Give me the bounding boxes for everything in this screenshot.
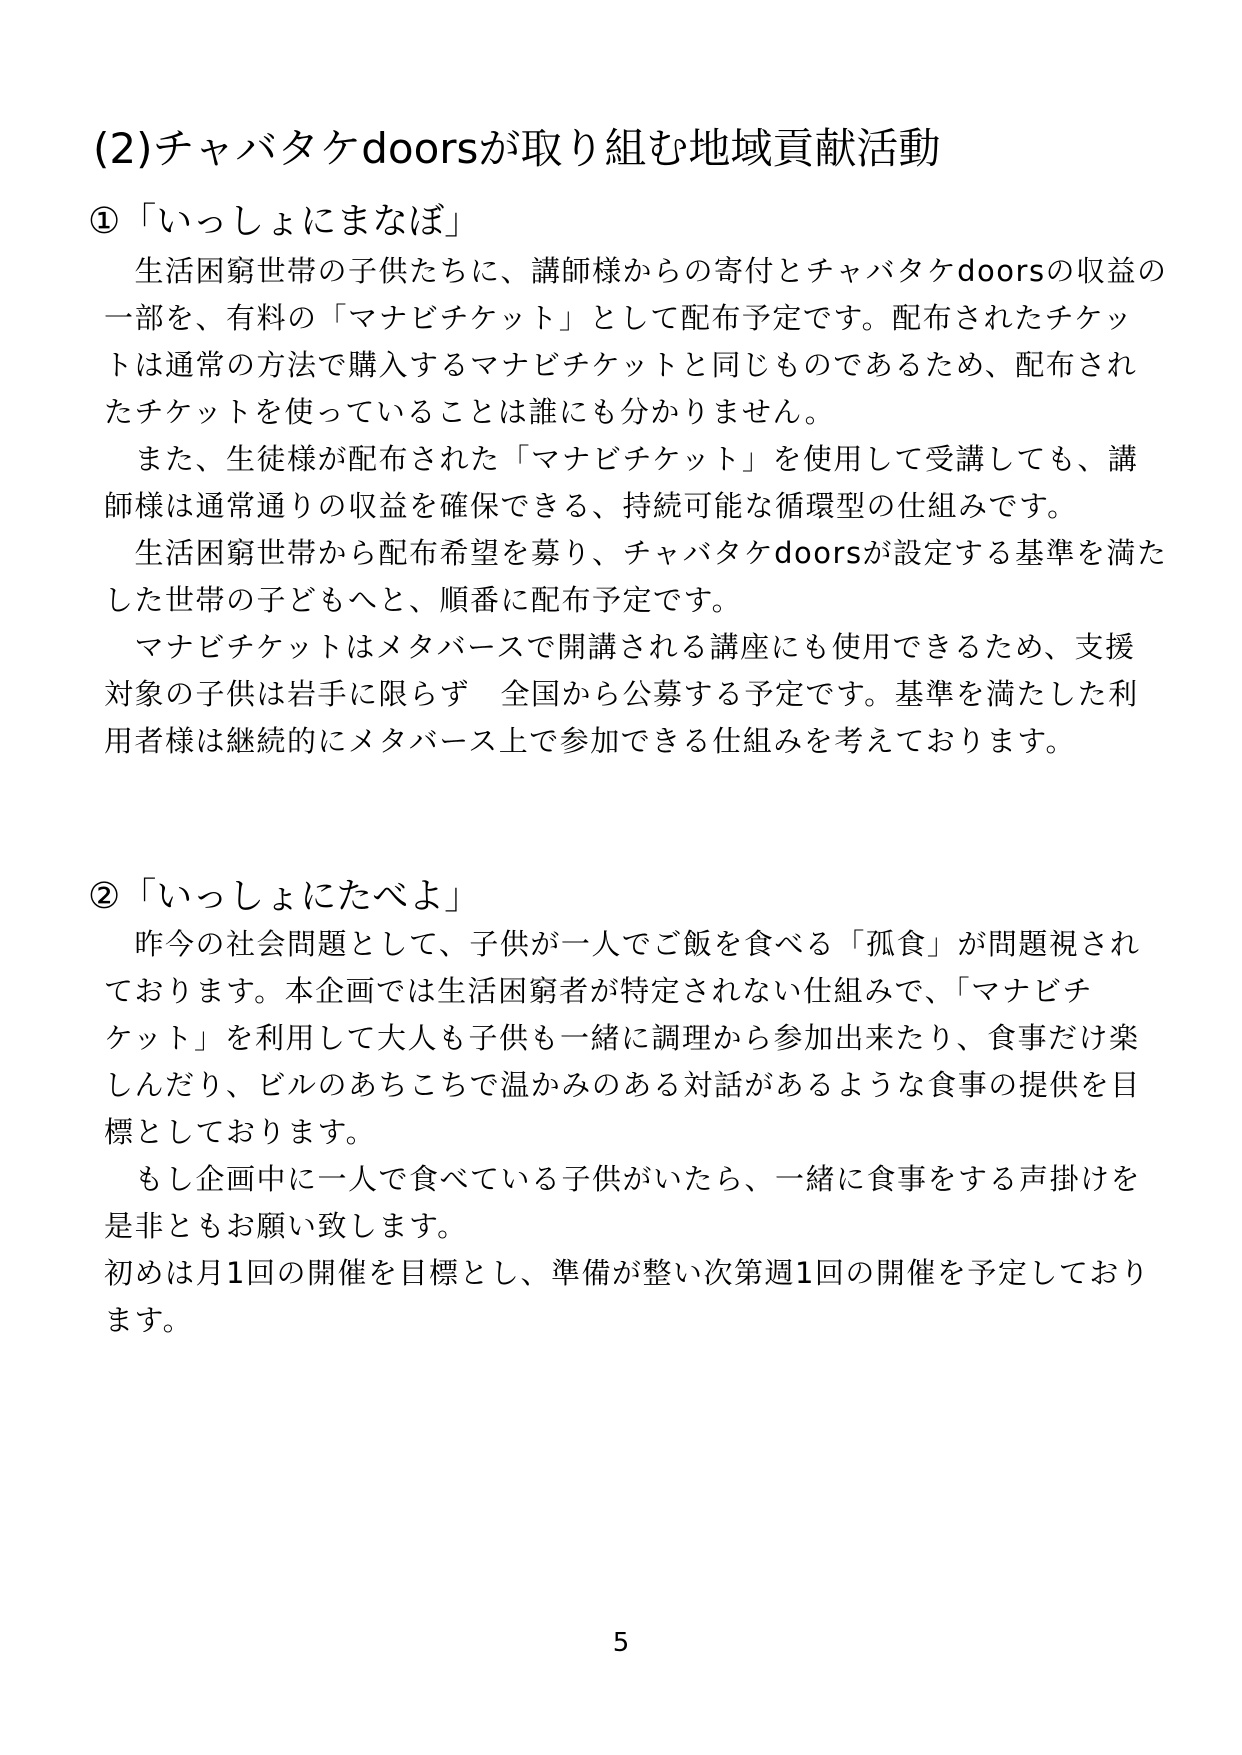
body-line: 生活困窮世帯の子供たちに、講師様からの寄付とチャバタケdoorsの収益の <box>104 254 1168 288</box>
body-line: ケット」を利用して大人も子供も一緒に調理から参加出来たり、食事だけ楽 <box>104 1021 1140 1055</box>
page-number: 5 <box>612 1628 630 1658</box>
body-line: もし企画中に一人で食べている子供がいたら、一緒に食事をする声掛けを <box>104 1162 1142 1196</box>
body-line: しんだり、ビルのあちこちで温かみのある対話があるような食事の提供を目 <box>104 1068 1141 1102</box>
body-line: ております。本企画では生活困窮者が特定されない仕組みで、「マナビチ <box>104 974 1094 1008</box>
body-line: した世帯の子どもへと、順番に配布予定です。 <box>104 583 743 617</box>
body-line: 用者様は継続的にメタバース上で参加できる仕組みを考えております。 <box>104 724 1076 758</box>
section-heading-tabeyo: ②「いっしょにたべよ」 <box>88 876 481 917</box>
body-line: 標としております。 <box>104 1115 377 1149</box>
body-line: また、生徒様が配布された「マナビチケット」を使用して受講しても、講 <box>104 442 1139 476</box>
section-body-tabeyo <box>104 921 1180 1344</box>
section-body-manabo <box>104 248 1180 765</box>
body-line: 初めは月1回の開催を目標とし、準備が整い次第週1回の開催を予定しており <box>104 1256 1151 1290</box>
body-line: たチケットを使っていることは誰にも分かりません。 <box>104 395 836 429</box>
body-line: ます。 <box>104 1303 194 1337</box>
section-heading-manabo: ①「いっしょにまなぼ」 <box>88 201 481 242</box>
body-line: 昨今の社会問題として、子供が一人でご飯を食べる「孤食」が問題視され <box>104 927 1141 961</box>
body-line: 生活困窮世帯から配布希望を募り、チャバタケdoorsが設定する基準を満た <box>104 536 1168 570</box>
body-line: 是非ともお願い致します。 <box>104 1209 468 1243</box>
body-line: 対象の子供は岩手に限らず 全国から公募する予定です。基準を満たした利 <box>104 677 1139 711</box>
body-line: 師様は通常通りの収益を確保できる、持続可能な循環型の仕組みです。 <box>104 489 1078 523</box>
page-title: (2)チャバタケdoorsが取り組む地域貢献活動 <box>93 124 941 173</box>
body-line: トは通常の方法で購入するマナビチケットと同じものであるため、配布され <box>104 348 1138 382</box>
body-line: マナビチケットはメタバースで開講される講座にも使用できるため、支援 <box>104 630 1136 664</box>
body-line: 一部を、有料の「マナビチケット」として配布予定です。配布されたチケッ <box>104 301 1134 335</box>
